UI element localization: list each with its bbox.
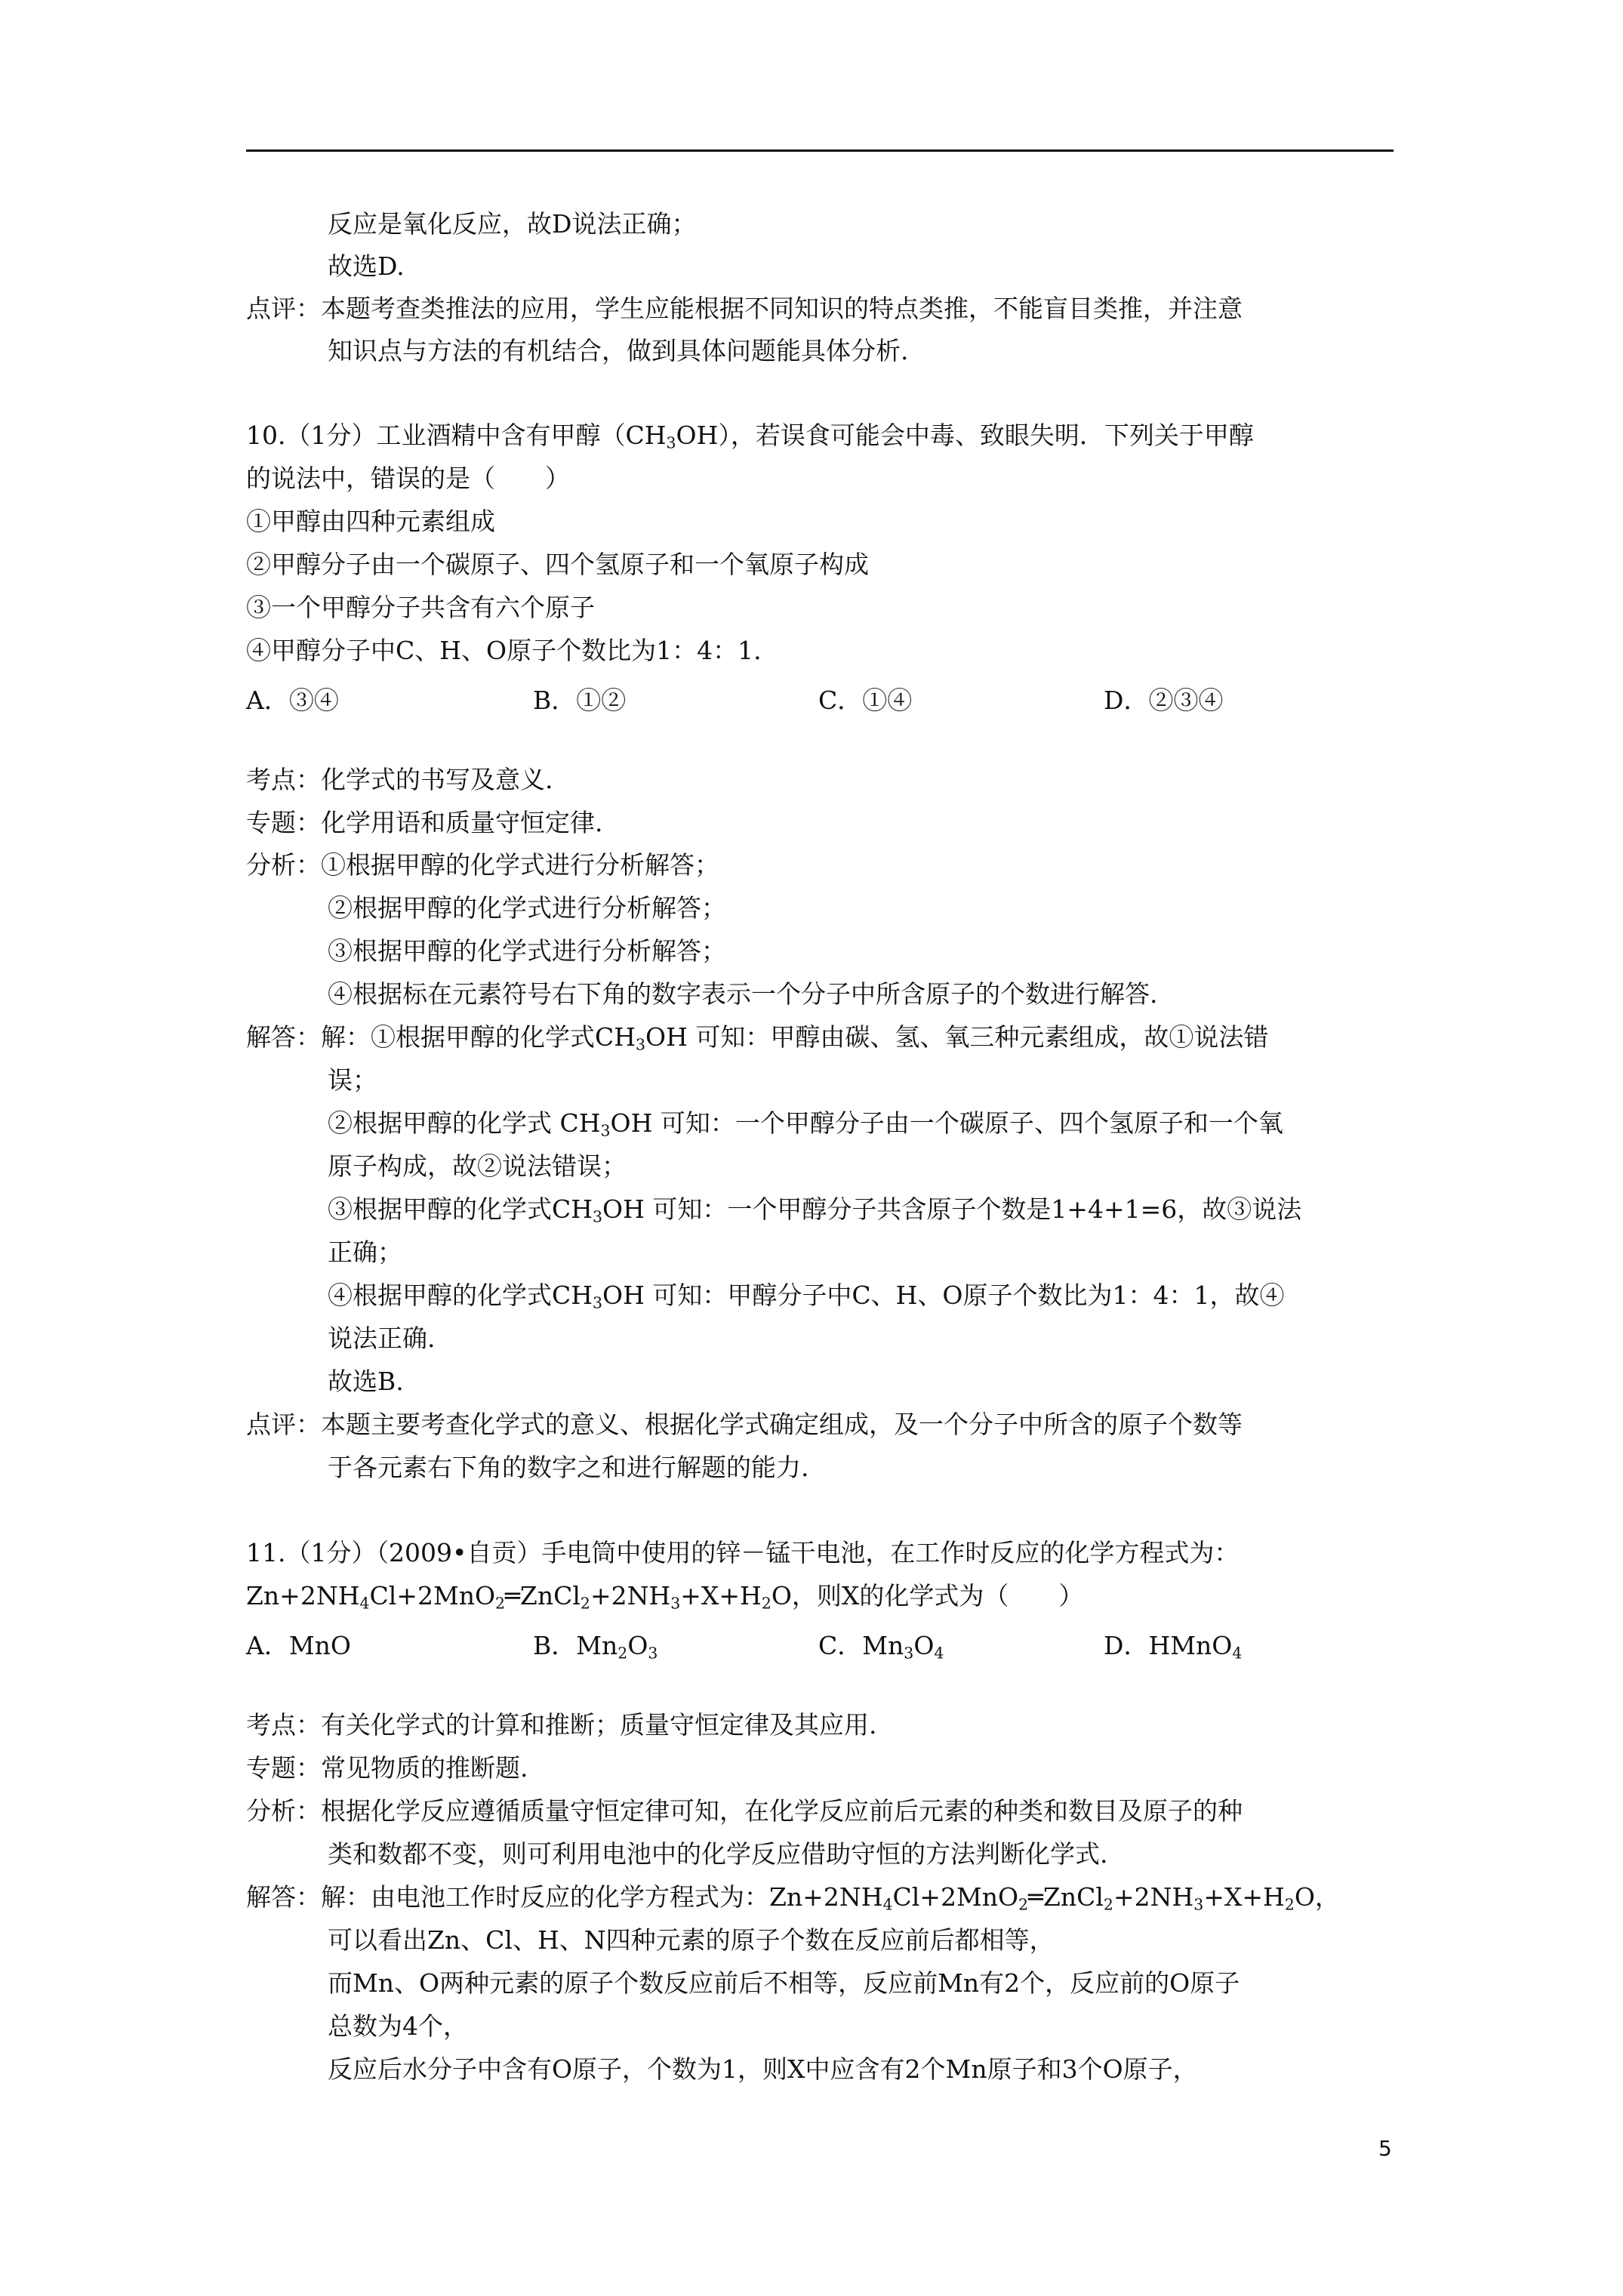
q11-answer-2: 可以看出Zn、Cl、H、N四种元素的原子个数在反应前后都相等， xyxy=(328,1925,1055,1955)
q10-analysis-4: ④根据标在元素符号右下角的数字表示一个分子中所含原子的个数进行解答. xyxy=(328,979,1158,1009)
q11-option-d: D．HMnO$_4$ xyxy=(1104,1631,1243,1663)
q10-answer-1-cont: 误； xyxy=(328,1065,377,1095)
q10-statement-1: ①甲醇由四种元素组成 xyxy=(246,507,495,536)
q10-option-c: C．①④ xyxy=(818,686,913,715)
q10-answer-1: 解答：解：①根据甲醇的化学式$CH_3OH$ 可知：甲醇由碳、氢、氧三种元素组成，故①说法错 xyxy=(246,1022,1269,1054)
prev-comment-line-2: 知识点与方法的有机结合，做到具体问题能具体分析. xyxy=(328,336,909,365)
q10-conclusion: 故选B. xyxy=(328,1367,404,1396)
q11-option-a: A．MnO xyxy=(246,1631,351,1660)
q10-statement-3: ③一个甲醇分子共含有六个原子 xyxy=(246,593,595,622)
q10-analysis-3: ③根据甲醇的化学式进行分析解答； xyxy=(328,936,726,966)
q11-zhuanti: 专题：常见物质的推断题. xyxy=(246,1753,528,1783)
q11-analysis-1: 分析：根据化学反应遵循质量守恒定律可知，在化学反应前后元素的种类和数目及原子的种 xyxy=(246,1796,1243,1826)
q11-analysis-2: 类和数都不变，则可利用电池中的化学反应借助守恒的方法判断化学式. xyxy=(328,1839,1108,1869)
page-number: 5 xyxy=(1378,2136,1392,2161)
q11-kaodian: 考点：有关化学式的计算和推断；质量守恒定律及其应用. xyxy=(246,1710,877,1740)
q10-zhuanti: 专题：化学用语和质量守恒定律. xyxy=(246,808,603,837)
q10-stem-line-1: 10.（1分）工业酒精中含有甲醇$(CH_3OH)$，若误食可能会中毒、致眼失明．下列关于甲醇 xyxy=(246,421,1254,452)
q10-statement-2: ②甲醇分子由一个碳原子、四个氢原子和一个氧原子构成 xyxy=(246,550,869,579)
q10-answer-3-cont: 正确； xyxy=(328,1237,402,1267)
q11-stem-line-1: 11.（1分）（2009•自贡）手电筒中使用的锌－锰干电池，在工作时反应的化学方程式为： xyxy=(246,1538,1240,1567)
q10-option-a: A．③④ xyxy=(246,686,339,715)
prev-conclusion: 故选D. xyxy=(328,251,405,281)
q11-option-b: B．$Mn_2O_3$ xyxy=(533,1631,658,1663)
q10-option-b: B．①② xyxy=(533,686,627,715)
prev-comment-line-1: 点评：本题考查类推法的应用，学生应能根据不同知识的特点类推，不能盲目类推，并注意 xyxy=(246,294,1243,323)
q11-answer-equation: 解答：解：由电池工作时反应的化学方程式为：$Zn+2NH_4Cl+2MnO_2═ZnCl_2+2NH_3+X+H_2O$， xyxy=(246,1882,1340,1914)
q10-option-d: D．②③④ xyxy=(1104,686,1224,715)
q10-kaodian: 考点：化学式的书写及意义. xyxy=(246,765,553,794)
q11-equation-line: $Zn+2NH_4Cl+2MnO_2═ZnCl_2+2NH_3+X+H_2O$，则X的化学式为（ ） xyxy=(246,1581,1084,1613)
prev-answer-line: 反应是氧化反应，故D说法正确； xyxy=(328,209,697,239)
q10-answer-2-cont: 原子构成，故②说法错误； xyxy=(328,1151,627,1181)
q11-answer-5: 反应后水分子中含有O原子，个数为1，则X中应含有2个Mn原子和3个O原子， xyxy=(328,2054,1198,2084)
q10-answer-2: ②根据甲醇的化学式 $CH_3OH$ 可知：一个甲醇分子由一个碳原子、四个氢原子和一个氧 xyxy=(328,1108,1283,1140)
q11-answer-3: 而Mn、O两种元素的原子个数反应前后不相等，反应前Mn有2个，反应前的O原子 xyxy=(328,1968,1240,1998)
q10-answer-4: ④根据甲醇的化学式$CH_3OH$ 可知：甲醇分子中C、H、O原子个数比为1：4：1，故④ xyxy=(328,1281,1285,1312)
q11-answer-4: 总数为4个， xyxy=(328,2011,468,2041)
header-rule xyxy=(246,149,1394,152)
q11-option-c: C．$Mn_3O_4$ xyxy=(818,1631,944,1663)
q10-analysis-1: 分析：①根据甲醇的化学式进行分析解答； xyxy=(246,850,719,880)
q10-analysis-2: ②根据甲醇的化学式进行分析解答； xyxy=(328,893,726,923)
q10-answer-3: ③根据甲醇的化学式$CH_3OH$ 可知：一个甲醇分子共含原子个数是1+4+1=6，故③说法 xyxy=(328,1194,1302,1226)
q10-comment-1: 点评：本题主要考查化学式的意义、根据化学式确定组成，及一个分子中所含的原子个数等 xyxy=(246,1410,1243,1439)
q10-comment-2: 于各元素右下角的数字之和进行解题的能力. xyxy=(328,1453,809,1482)
q10-answer-4-cont: 说法正确. xyxy=(328,1324,436,1353)
q10-stem-line-2: 的说法中，错误的是（ ） xyxy=(246,464,570,493)
q10-statement-4: ④甲醇分子中C、H、O原子个数比为1：4：1. xyxy=(246,636,762,665)
